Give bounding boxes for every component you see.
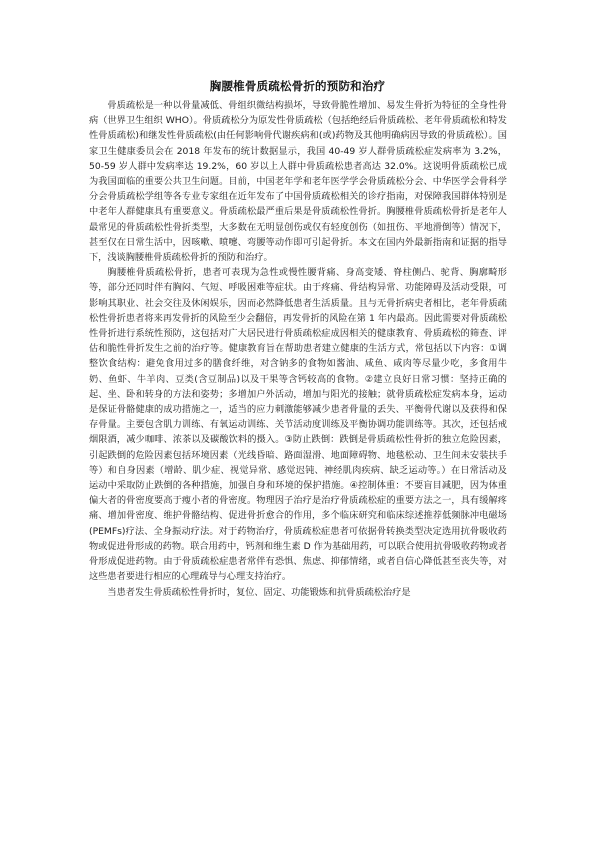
- paragraph-intro: 骨质疏松是一种以骨量减低、骨组织微结构损坏，导致骨脆性增加、易发生骨折为特征的全身性骨病（世界卫生组织 WHO）。骨质疏松分为原发性骨质疏松（包括绝经后骨质疏松、老年骨质疏松和特发性骨质疏松)和继发性骨质疏松(由任何影响骨代谢疾病和(或)药物及其他明确病因导致的骨质疏松）。国家卫生健康委员会在 2018 年发布的统计数据显示，我国 40-49 岁人群骨质疏松症发病率为 3.2%，50-59 岁人群中发病率达 19.2%，60 岁以上人群中骨质疏松患者高达 32.0%。这说明骨质疏松已成为我国面临的重要公共卫生问题。目前，中国老年学和老年医学学会骨质疏松分会、中华医学会骨科学分会骨质疏松学组等各专业专家组在近年发布了中国骨质疏松相关的诊疗指南，对保障我国群体特别是中老年人群健康具有重要意义。骨质疏松最严重后果是骨质疏松性骨折。胸腰椎骨质疏松骨折是老年人最常见的骨质疏松性骨折类型，大多数在无明显创伤或仅有轻度创伤（如扭伤、平地滑倒等）情况下，甚至仅在日常生活中，因咳嗽、喷嚏、弯腰等动作即可引起骨折。本文在国内外最新指南和证据的指导下，浅谈胸腰椎骨质疏松骨折的预防和治疗。: [89, 100, 507, 264]
- document-title: 胸腰椎骨质疏松骨折的预防和治疗: [209, 79, 386, 93]
- document-body: [89, 98, 507, 600]
- paragraph-prevention: 胸腰椎骨质疏松骨折，患者可表现为急性或慢性腰背痛、身高变矮、脊柱侧凸、驼背、胸廓畸形等，部分还同时伴有胸闷、气短、呼吸困难等症状。由于疼痛、骨结构异常、功能障碍及活动受限，可影响其职业、社会交往及休闲娱乐，因而必然降低患者生活质量。且与无骨折病史者相比，老年骨质疏松性骨折患者将来再发骨折的风险至少会翻倍，再发骨折的风险在第 1 年内最高。因此需要对骨质疏松性骨折进行系统性预防，这包括对广大居民进行骨质疏松症成因相关的健康教育、骨质疏松的筛查、评估和脆性骨折发生之前的治疗等。健康教育旨在帮助患者建立健康的生活方式，常包括以下内容：①调整饮食结构：避免食用过多的膳食纤维，对含钠多的食物如酱油、咸鱼、咸肉等尽量少吃，多食用牛奶、鱼虾、牛羊肉、豆类(含豆制品)以及干果等含钙较高的食物。②建立良好日常习惯：坚持正确的起、坐、卧和转身的方法和姿势；多增加户外活动，增加与阳光的接触；就骨质疏松症发病本身，运动是保证骨骼健康的成功措施之一，适当的应力刺激能够减少患者骨量的丢失、平衡骨代谢以及获得和保存骨量。主要包含肌力训练、有氧运动训练、关节活动度训练及平衡协调功能训练等。其次，还包括戒烟限酒，减少咖啡、浓茶以及碳酸饮料的摄入。③防止跌倒：跌倒是骨质疏松性骨折的独立危险因素，引起跌倒的危险因素包括环境因素（光线昏暗、路面湿滑、地面障碍物、地毯松动、卫生间未安装扶手等）和自身因素（增龄、肌少症、视觉异常、感觉迟钝、神经肌肉疾病、缺乏运动等。）在日常活动及运动中采取防止跌倒的各种措施，加强自身和环境的保护措施。④控制体重：不要盲目减肥，因为体重偏大者的骨密度要高于瘦小者的骨密度。物理因子治疗是治疗骨质疏松症的重要方法之一，具有缓解疼痛、增加骨密度、维护骨骼结构、促进骨折愈合的作用，多个临床研究和临床综述推荐低频脉冲电磁场(PEMFs)疗法、全身振动疗法。对于药物治疗，骨质疏松症患者可依据骨转换类型决定选用抗骨吸收药物或促进骨形成的药物。联合用药中，钙剂和维生素 D 作为基础用药，可以联合使用抗骨吸收药物或者骨形成促进药物。由于骨质疏松症患者常伴有恐惧、焦虑、抑郁情绪，或者自信心降低甚至丧失等，对这些患者要进行相应的心理疏导与心理支持治疗。: [89, 267, 507, 583]
- paragraph-treatment: 当患者发生骨质疏松性骨折时，复位、固定、功能锻炼和抗骨质疏松治疗是: [107, 586, 411, 598]
